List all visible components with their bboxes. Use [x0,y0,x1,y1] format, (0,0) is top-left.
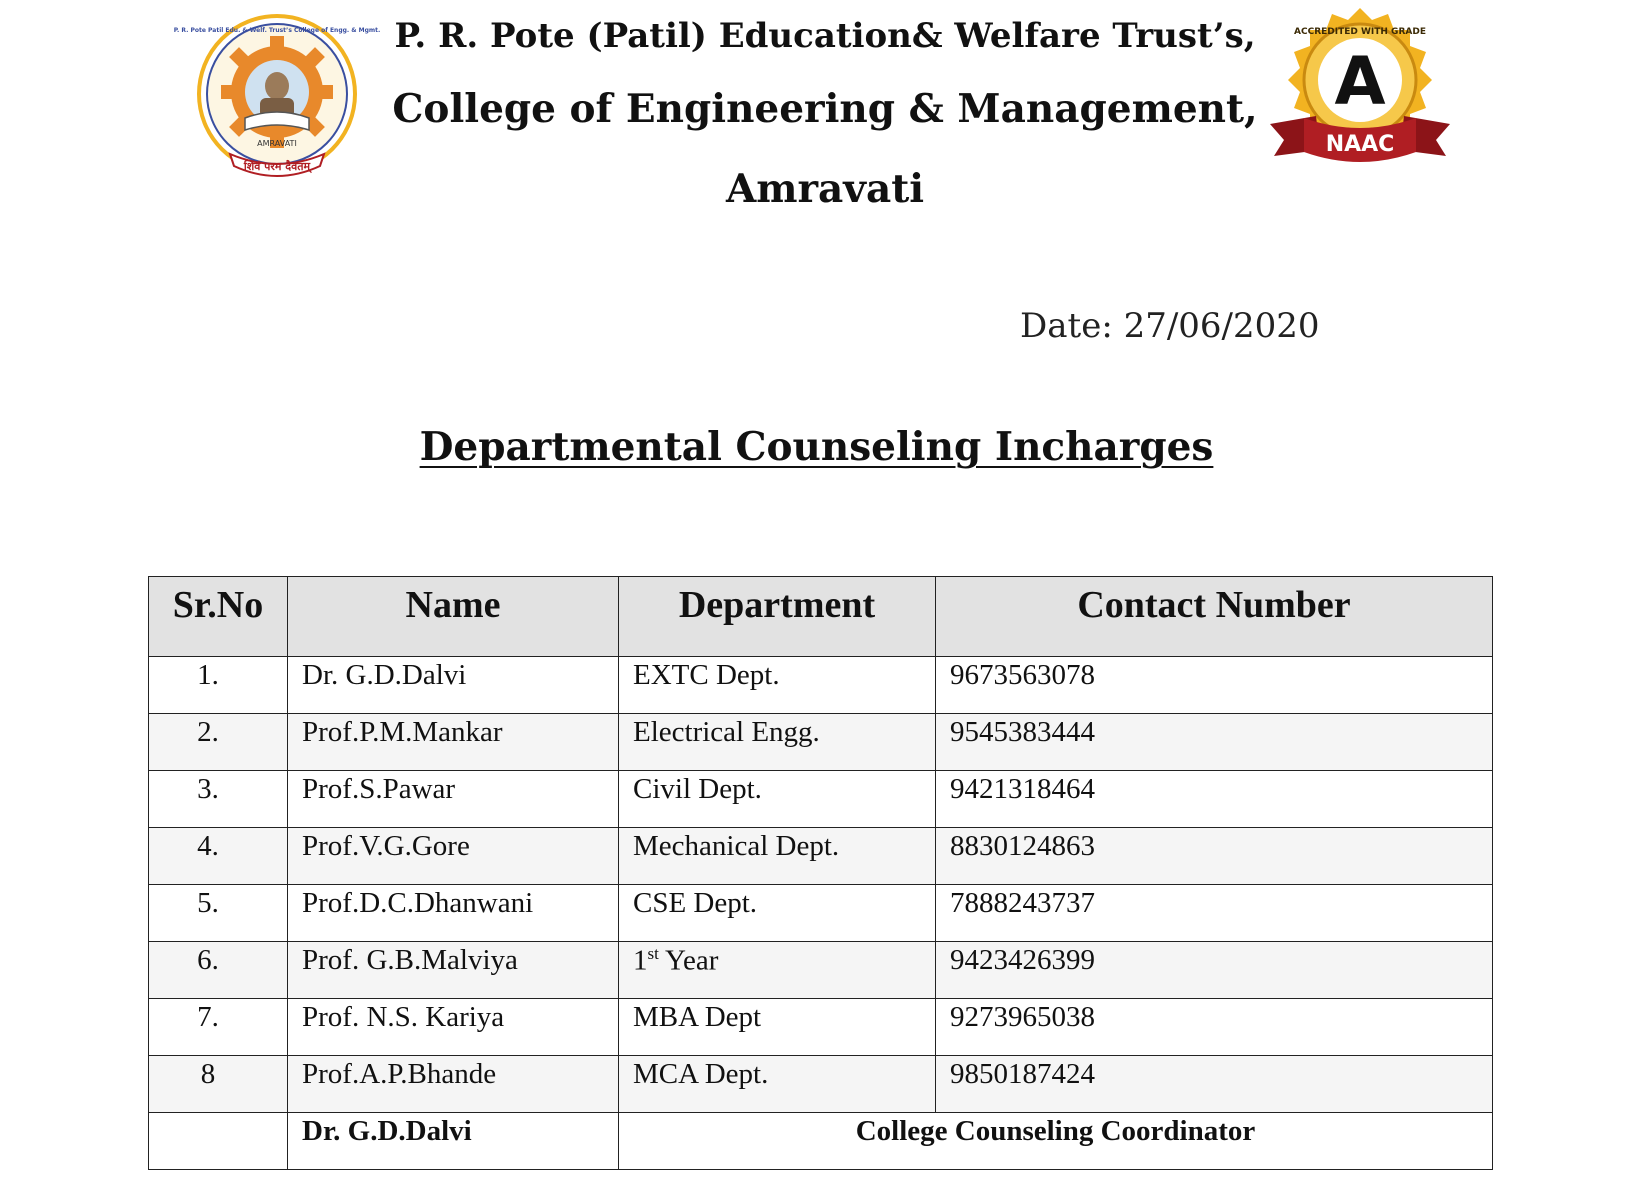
table-row [149,657,1493,714]
coordinator-name: Dr. G.D.Dalvi [288,1113,619,1170]
row-department [619,942,936,999]
row-department: EXTC Dept. [619,657,936,714]
header-sr-no: Sr.No [149,577,288,657]
row-contact: 8830124863 [936,828,1493,885]
dept-year-label: Year [658,944,719,977]
row-sr-no: 5. [149,885,288,942]
row-name: Prof.A.P.Bhande [288,1056,619,1113]
counseling-table [148,576,1493,1170]
row-contact: 9423426399 [936,942,1493,999]
row-contact: 9421318464 [936,771,1493,828]
table-row [149,885,1493,942]
table-header-row [149,577,1493,657]
row-department: MCA Dept. [619,1056,936,1113]
coordinator-role: College Counseling Coordinator [619,1113,1493,1170]
college-logo-city: AMRAVATI [257,139,297,148]
header-department: Department [619,577,936,657]
row-sr-no: 8 [149,1056,288,1113]
table-row [149,942,1493,999]
college-logo-motto: शिवं परम दैवतम् [243,160,311,173]
header-contact-number: Contact Number [936,577,1493,657]
row-contact: 9850187424 [936,1056,1493,1113]
row-name: Prof. G.B.Malviya [288,942,619,999]
header-name: Name [288,577,619,657]
row-sr-no: 2. [149,714,288,771]
document-date: Date: 27/06/2020 [1020,306,1320,346]
coordinator-row [149,1113,1493,1170]
row-department: CSE Dept. [619,885,936,942]
row-contact: 9273965038 [936,999,1493,1056]
table-row [149,1056,1493,1113]
college-logo-ring-text: P. R. Pote Patil Edu. & Welf. Trust’s College of Engg. & Mgmt. [173,27,381,34]
row-department: Civil Dept. [619,771,936,828]
row-contact: 9545383444 [936,714,1493,771]
row-name: Prof.V.G.Gore [288,828,619,885]
dept-year-suffix: st [647,944,659,963]
row-department: MBA Dept [619,999,936,1056]
college-name: College of Engineering & Management, [392,86,1258,132]
row-name: Prof.P.M.Mankar [288,714,619,771]
naac-grade: A [1334,43,1386,120]
naac-arc-text: ACCREDITED WITH GRADE [1294,27,1426,37]
college-city: Amravati [725,166,925,212]
row-sr-no: 4. [149,828,288,885]
row-contact: 7888243737 [936,885,1493,942]
row-department: Mechanical Dept. [619,828,936,885]
trust-name: P. R. Pote (Patil) Education& Welfare Trust’s, [394,16,1256,56]
row-sr-no: 7. [149,999,288,1056]
row-name: Prof.D.C.Dhanwani [288,885,619,942]
row-name: Dr. G.D.Dalvi [288,657,619,714]
row-sr-no: 1. [149,657,288,714]
row-name: Prof.S.Pawar [288,771,619,828]
table-row [149,828,1493,885]
document-title-text: Departmental Counseling Incharges [419,424,1214,470]
row-sr-no: 3. [149,771,288,828]
row-sr-no: 6. [149,942,288,999]
coordinator-sr-no [149,1113,288,1170]
table-row [149,999,1493,1056]
naac-ribbon-text: NAAC [1325,132,1395,157]
document-title [0,424,1633,470]
table-row [149,714,1493,771]
row-contact: 9673563078 [936,657,1493,714]
row-department: Electrical Engg. [619,714,936,771]
row-name: Prof. N.S. Kariya [288,999,619,1056]
table-row [149,771,1493,828]
dept-year-number: 1 [633,944,648,977]
